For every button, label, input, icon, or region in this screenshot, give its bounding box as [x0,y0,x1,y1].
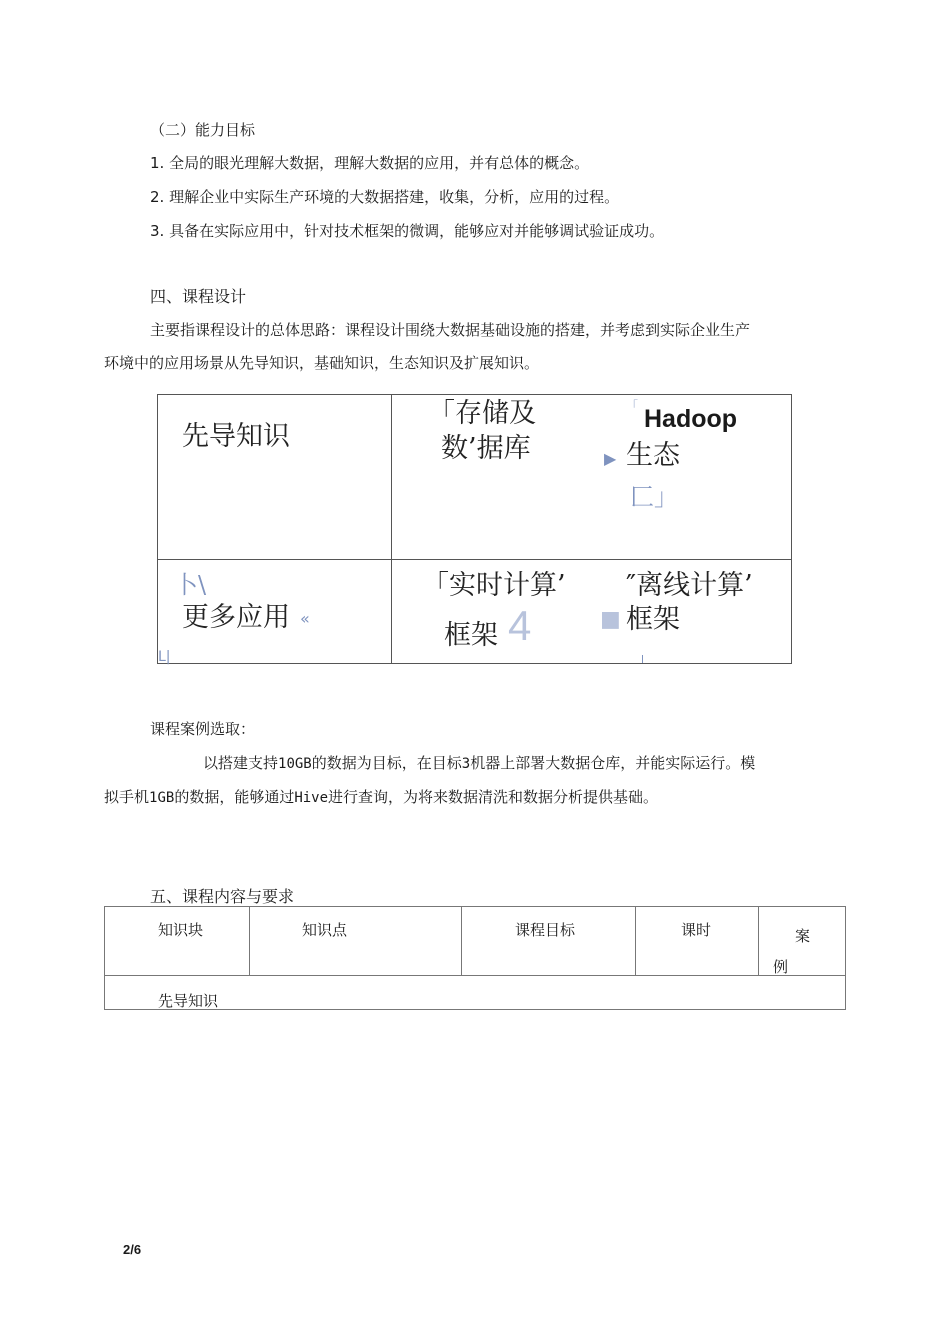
content-table [104,906,846,1010]
diagram-hadoop-title: Hadoop [644,405,738,433]
diagram-cell-offline-line1: ″离线计算’ [626,570,753,601]
diagram-cell-more-apps: 更多应用 [182,602,290,633]
square-icon: ■ [600,607,621,632]
knowledge-diagram [157,394,792,664]
diagram-cell-storage-line2: 数’据库 [441,433,531,464]
table-header-block: 知识块 [158,921,204,939]
design-heading: 四、课程设计 [150,287,247,306]
case-line1-e: 机器上部署大数据仓库，并能实际运行。模 [470,754,756,772]
case-line1-b: 10GB [278,756,312,772]
content-heading: 五、课程内容与要求 [150,887,295,906]
case-line2-e: 进行查询，为将来数据清洗和数据分析提供基础。 [328,788,659,806]
diagram-hadoop-line2: 生态 [626,440,680,471]
diagram-cell-prerequisite: 先导知识 [182,421,290,452]
diagram-realtime-number: 4 [508,602,532,649]
case-line2 [104,787,658,808]
case-heading: 课程案例选取： [150,720,256,738]
table-header-goal: 课程目标 [515,921,576,939]
ability-item-1: 1. 全局的眼光理解大数据，理解大数据的应用，并有总体的概念。 [150,154,590,172]
diagram-cell-realtime-line1: 「实时计算’ [422,570,566,601]
diagram-cell-offline-line2: 框架 [626,604,680,635]
ability-heading: （二）能力目标 [150,121,256,139]
page-number: 2/6 [123,1242,142,1257]
diagram-more-bottom: L| [158,649,171,665]
ability-item-2: 2. 理解企业中实际生产环境的大数据搭建，收集，分析，应用的过程。 [150,188,620,206]
case-line2-d: Hive [294,790,329,806]
table-header-point: 知识点 [302,921,348,939]
case-line1-d: 3 [461,756,471,772]
diagram-more-mark: 卜\ [174,571,207,599]
table-header-hours: 课时 [681,921,712,939]
diagram-cell-realtime-line2: 框架 [444,620,498,651]
case-line1-a: 以搭建支持 [203,754,279,772]
design-para-line1: 主要指课程设计的总体思路：课程设计围绕大数据基础设施的搭建，并考虑到实际企业生产 [150,321,751,339]
table-header-case-2: 例 [773,958,789,976]
diagram-cell-storage-line1: 「存储及 [428,398,536,429]
chevron-left-icon: « [300,609,310,628]
design-para-line2: 环境中的应用场景从先导知识，基础知识，生态知识及扩展知识。 [104,354,540,372]
case-line2-c: 的数据，能够通过 [174,788,295,806]
table-row-prerequisite: 先导知识 [158,992,219,1010]
case-line2-a: 拟手机 [104,788,150,806]
diagram-hadoop-mark: 「 [626,399,639,413]
case-line1 [203,753,755,774]
case-line2-b: 1GB [149,790,175,806]
diagram-hadoop-bracket: 匚」 [630,483,678,511]
table-header-case-1: 案 [795,927,811,945]
ability-item-3: 3. 具备在实际应用中，针对技术框架的微调，能够应对并能够调试验证成功。 [150,222,665,240]
case-line1-c: 的数据为目标，在目标 [311,754,462,772]
arrow-right-icon: ▶ [604,449,617,468]
